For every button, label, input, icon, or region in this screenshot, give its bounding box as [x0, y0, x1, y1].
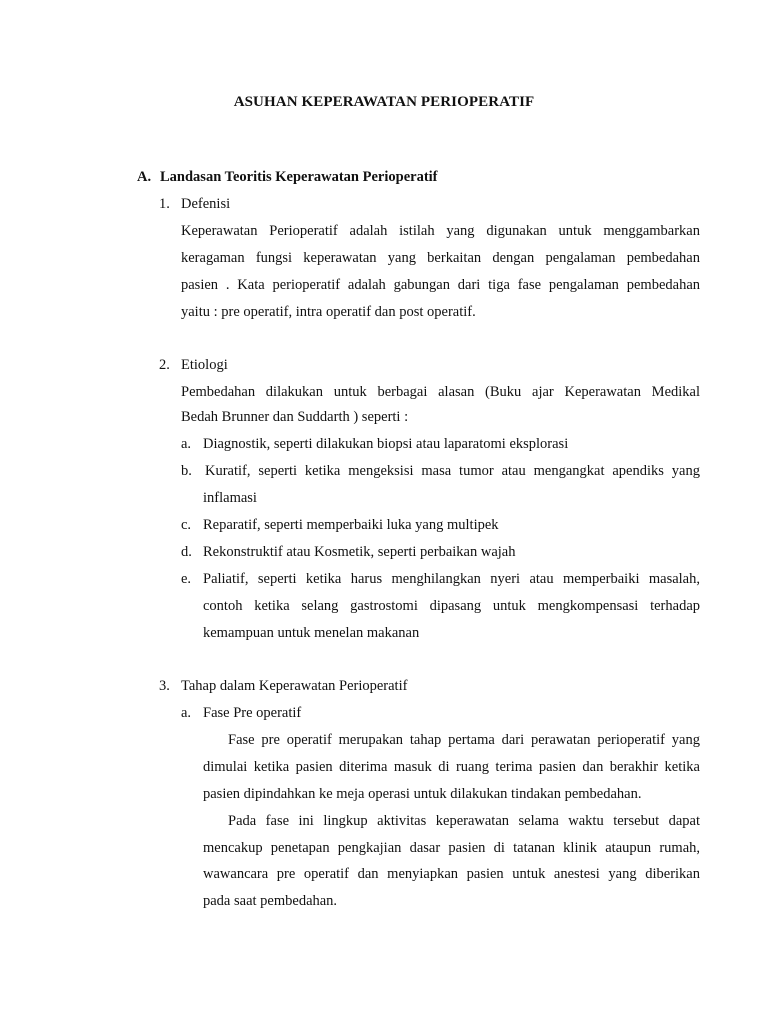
item2-subitem-line: Reparatif, seperti memperbaiki luka yang multipek	[203, 517, 499, 533]
item2-subitem-line: contoh ketika selang gastrostomi dipasang untuk mengkompensasi terhadap	[203, 598, 700, 614]
page-title: ASUHAN KEPERAWATAN PERIOPERATIF	[233, 94, 535, 110]
item2-subitem-line: Kuratif, seperti ketika mengeksisi masa tumor atau mengangkat apendiks yang	[205, 463, 700, 479]
item1-line: yaitu : pre operatif, intra operatif dan post operatif.	[181, 304, 476, 320]
item3-para1-line: Fase pre operatif merupakan tahap pertama dari perawatan perioperatif yang	[228, 732, 700, 748]
item3-para2-line: mencakup penetapan pengkajian dasar pasien di tatanan klinik ataupun rumah,	[203, 840, 700, 856]
item2-subitem-line: Rekonstruktif atau Kosmetik, seperti perbaikan wajah	[203, 544, 516, 560]
item1-marker: 1.	[159, 196, 170, 212]
item2-subitem-marker: b.	[181, 463, 192, 479]
item2-subitem-line: kemampuan untuk menelan makanan	[203, 625, 420, 641]
section-a-heading: Landasan Teoritis Keperawatan Perioperatif	[160, 169, 438, 185]
item1-line: pasien . Kata perioperatif adalah gabungan dari tiga fase pengalaman pembedahan	[181, 277, 700, 293]
item3-para2-line: wawancara pre operatif dan menyiapkan pasien untuk anestesi yang diberikan	[203, 866, 700, 882]
item2-subitem-line: inflamasi	[203, 490, 257, 506]
item3-para1-line: pasien dipindahkan ke meja operasi untuk dilakukan tindakan pembedahan.	[203, 786, 642, 802]
item1-line: Keperawatan Perioperatif adalah istilah yang digunakan untuk menggambarkan	[181, 223, 700, 239]
item2-heading: Etiologi	[181, 357, 228, 373]
item2-intro-line: Pembedahan dilakukan untuk berbagai alasan (Buku ajar Keperawatan Medikal	[181, 384, 700, 400]
item3-para1-line: dimulai ketika pasien diterima masuk di ruang terima pasien dan berakhir ketika	[203, 759, 700, 775]
item3-para2-line: Pada fase ini lingkup aktivitas keperawatan selama waktu tersebut dapat	[228, 813, 700, 829]
item2-subitem-marker: c.	[181, 517, 192, 533]
item2-subitem-marker: d.	[181, 544, 192, 560]
item2-subitem-line: Diagnostik, seperti dilakukan biopsi atau laparatomi eksplorasi	[203, 436, 569, 452]
item2-subitem-marker: a.	[181, 436, 192, 452]
item3-subitem-marker: a.	[181, 705, 192, 721]
section-a-marker: A.	[137, 169, 152, 185]
item1-line: keragaman fungsi keperawatan yang berkaitan dengan pengalaman pembedahan	[181, 250, 700, 266]
item3-para2-line: pada saat pembedahan.	[203, 893, 338, 909]
item1-heading: Defenisi	[181, 196, 231, 212]
item3-marker: 3.	[159, 678, 170, 694]
item3-subitem-heading: Fase Pre operatif	[203, 705, 302, 721]
item2-subitem-marker: e.	[181, 571, 192, 587]
item3-heading: Tahap dalam Keperawatan Perioperatif	[181, 678, 408, 694]
item2-intro-line: Bedah Brunner dan Suddarth ) seperti :	[181, 409, 409, 425]
item2-marker: 2.	[159, 357, 170, 373]
item2-subitem-line: Paliatif, seperti ketika harus menghilangkan nyeri atau memperbaiki masalah,	[203, 571, 700, 587]
